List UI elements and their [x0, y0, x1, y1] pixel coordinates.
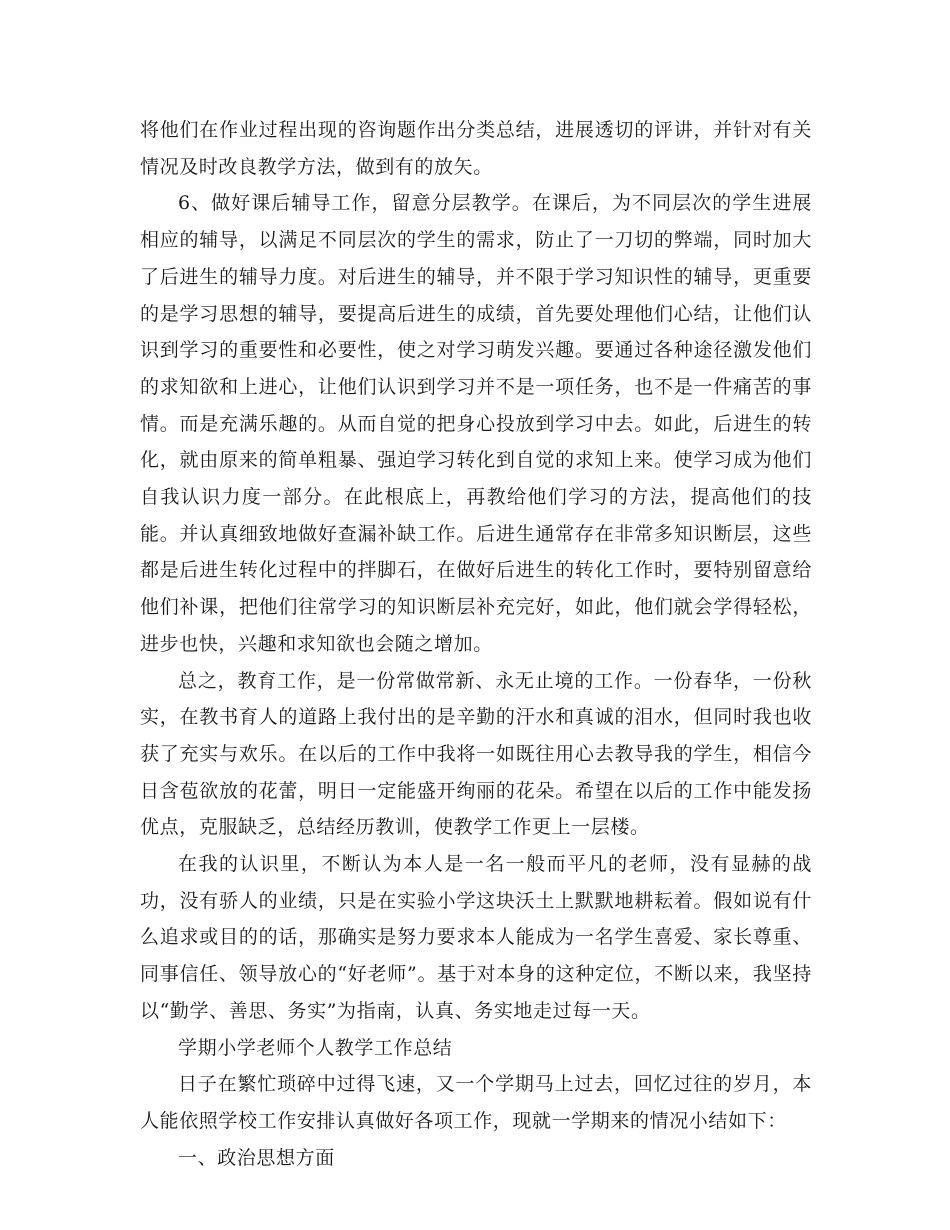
paragraph: 将他们在作业过程出现的咨询题作出分类总结，进展透切的评讲，并针对有关情况及时改良教学方法，做到有的放矢。 — [140, 119, 812, 178]
section-title: 学期小学老师个人教学工作总结 — [178, 1036, 453, 1059]
section-heading: 一、政治思想方面 — [178, 1146, 335, 1169]
paragraph: 总之，教育工作，是一份常做常新、永无止境的工作。一份春华，一份秋实，在教书育人的道路上我付出的是辛勤的汗水和真诚的泪水，但同时我也收获了充实与欢乐。在以后的工作中我将一如既往用心去教导我的学生，相信今日含苞欲放的花蕾，明日一定能盛开绚丽的花朵。希望在以后的工作中能发扬优点，克服缺乏，总结经历教训，使教学工作更上一层楼。 — [140, 669, 812, 839]
paragraph: 在我的认识里，不断认为本人是一名一般而平凡的老师，没有显赫的战功，没有骄人的业绩，只是在实验小学这块沃土上默默地耕耘着。假如说有什么追求或目的的话，那确实是努力要求本人能成为一名学生喜爱、家长尊重、同事信任、领导放心的“好老师”。基于对本身的这种定位，不断以来，我坚持以“勤学、善思、务实”为指南，认真、务实地走过每一天。 — [140, 853, 812, 1022]
paragraph: 日子在繁忙琐碎中过得飞速，又一个学期马上过去，回忆过往的岁月，本人能依照学校工作安排认真做好各项工作，现就一学期来的情况小结如下： — [140, 1073, 812, 1132]
document-page — [140, 112, 812, 1176]
paragraph: 6、做好课后辅导工作，留意分层教学。在课后，为不同层次的学生进展相应的辅导，以满足不同层次的学生的需求，防止了一刀切的弊端，同时加大了后进生的辅导力度。对后进生的辅导，并不限于学习知识性的辅导，更重要的是学习思想的辅导，要提高后进生的成绩，首先要处理他们心结，让他们认识到学习的重要性和必要性，使之对学习萌发兴趣。要通过各种途径激发他们的求知欲和上进心，让他们认识到学习并不是一项任务，也不是一件痛苦的事情。而是充满乐趣的。从而自觉的把身心投放到学习中去。如此，后进生的转化，就由原来的简单粗暴、强迫学习转化到自觉的求知上来。使学习成为他们自我认识力度一部分。在此根底上，再教给他们学习的方法，提高他们的技能。并认真细致地做好查漏补缺工作。后进生通常存在非常多知识断层，这些都是后进生转化过程中的拌脚石，在做好后进生的转化工作时，要特别留意给他们补课，把他们往常学习的知识断层补充完好，如此，他们就会学得轻松，进步也快，兴趣和求知欲也会随之增加。 — [140, 192, 812, 655]
